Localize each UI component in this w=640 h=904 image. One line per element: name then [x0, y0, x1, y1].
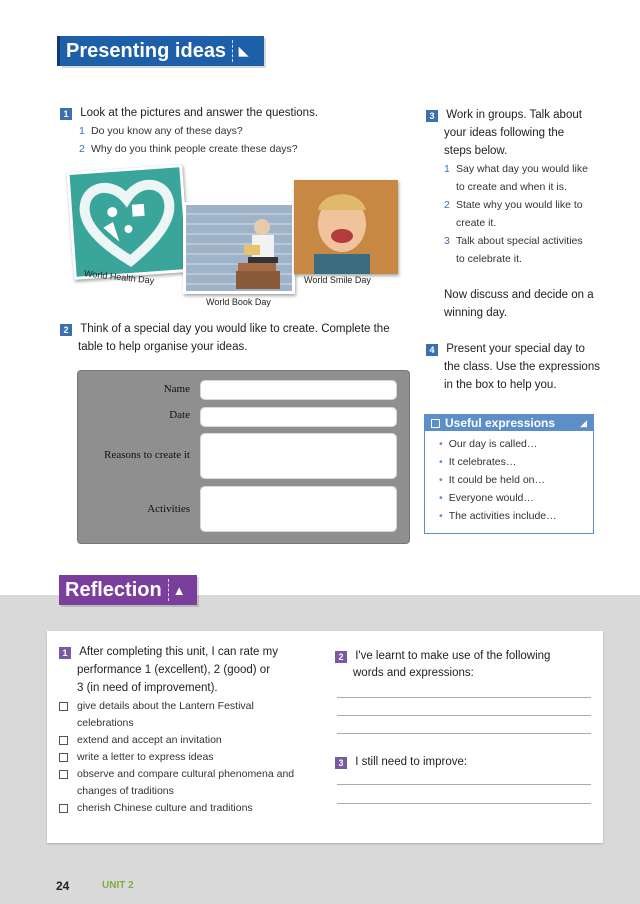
- useful-expressions-box: [424, 414, 594, 534]
- checkbox[interactable]: [59, 770, 68, 779]
- step-3: 3 Talk about special activities: [444, 235, 583, 247]
- activities-label: Activities: [147, 503, 190, 515]
- reflection-banner: [59, 575, 197, 605]
- answer-line[interactable]: [337, 733, 591, 734]
- number-badge: 4: [426, 344, 438, 356]
- number-badge: 1: [59, 647, 71, 659]
- world-smile-day-image: [294, 180, 398, 274]
- question-3-line-2: your ideas following the: [444, 127, 565, 139]
- checklist-item[interactable]: observe and compare cultural phenomena and changes of traditions: [59, 766, 319, 800]
- useful-expressions-header: [425, 415, 593, 431]
- question-4: 4 Present your special day to: [426, 340, 585, 358]
- list-item: • Our day is called…: [439, 435, 593, 453]
- question-4-line-2: the class. Use the expressions: [444, 361, 600, 373]
- list-item: • It could be held on…: [439, 471, 593, 489]
- number-badge: 2: [60, 324, 72, 336]
- reflection-question-1-line-2: performance 1 (excellent), 2 (good) or: [77, 664, 271, 676]
- date-label: Date: [169, 409, 190, 421]
- world-book-day-image: [183, 202, 295, 294]
- number-badge: 2: [335, 651, 347, 663]
- caption-world-health-day: World Health Day: [83, 268, 155, 286]
- step-3-line-2: to celebrate it.: [456, 253, 522, 265]
- question-4-line-3: in the box to help you.: [444, 379, 557, 391]
- section-title: Presenting ideas: [66, 39, 227, 62]
- checklist-item[interactable]: extend and accept an invitation: [59, 732, 319, 749]
- question-1-item-1: 1 Do you know any of these days?: [79, 125, 243, 137]
- list-item: • It celebrates…: [439, 453, 593, 471]
- page-number: 24: [56, 879, 70, 893]
- square-icon: [431, 419, 440, 428]
- question-1-item-2: 2 Why do you think people create these days?: [79, 143, 298, 155]
- answer-line[interactable]: [337, 784, 591, 785]
- name-field[interactable]: [200, 380, 397, 400]
- answer-line[interactable]: [337, 803, 591, 804]
- caption-world-smile-day: World Smile Day: [304, 275, 371, 285]
- question-1: [60, 104, 318, 122]
- list-item: • The activities include…: [439, 507, 593, 525]
- reflection-question-1-line-3: 3 (in need of improvement).: [77, 682, 218, 694]
- date-field[interactable]: [200, 407, 397, 427]
- discuss-line-2: winning day.: [444, 307, 508, 319]
- presenting-ideas-banner: [60, 36, 264, 66]
- answer-line[interactable]: [337, 697, 591, 698]
- reflection-card: [47, 631, 603, 843]
- useful-expressions-title: Useful expressions: [445, 416, 556, 430]
- question-2: 2 Think of a special day you would like to create. Complete the: [60, 320, 390, 338]
- corner-triangle-icon: ◢: [580, 417, 587, 428]
- question-text: Look at the pictures and answer the questions.: [80, 107, 319, 119]
- number-badge: 3: [426, 110, 438, 122]
- expressions-list: [425, 431, 593, 525]
- reasons-label: Reasons to create it: [104, 449, 190, 461]
- unit-label: UNIT 2: [102, 880, 134, 891]
- number-badge: 3: [335, 757, 347, 769]
- activities-field[interactable]: [200, 486, 397, 532]
- reflection-question-3: 3 I still need to improve:: [335, 753, 467, 771]
- step-1: 1 Say what day you would like: [444, 163, 588, 175]
- checklist-item[interactable]: write a letter to express ideas: [59, 749, 319, 766]
- reflection-question-2: 2 I've learnt to make use of the following: [335, 647, 550, 665]
- checklist-item[interactable]: give details about the Lantern Festival celebrations: [59, 698, 319, 732]
- checkbox[interactable]: [59, 804, 68, 813]
- reflection-question-1: 1 After completing this unit, I can rate my: [59, 643, 278, 661]
- reflection-question-2-line-2: words and expressions:: [353, 667, 474, 679]
- discuss-line-1: Now discuss and decide on a: [444, 289, 594, 301]
- step-1-line-2: to create and when it is.: [456, 181, 567, 193]
- name-label: Name: [163, 383, 190, 395]
- reasons-field[interactable]: [200, 433, 397, 479]
- triangle-icon: ▲: [168, 579, 190, 601]
- checkbox[interactable]: [59, 702, 68, 711]
- caption-world-book-day: World Book Day: [206, 297, 271, 307]
- checkbox[interactable]: [59, 753, 68, 762]
- section-title: Reflection: [65, 578, 162, 601]
- step-2-line-2: create it.: [456, 217, 497, 229]
- triangle-icon: ◣: [232, 40, 254, 62]
- checklist: [59, 698, 319, 817]
- answer-line[interactable]: [337, 715, 591, 716]
- number-badge: 1: [60, 108, 72, 120]
- world-health-day-image: [66, 164, 189, 280]
- question-3: 3 Work in groups. Talk about: [426, 106, 582, 124]
- list-item: • Everyone would…: [439, 489, 593, 507]
- question-2-line-2: table to help organise your ideas.: [78, 341, 248, 353]
- checklist-item[interactable]: cherish Chinese culture and traditions: [59, 800, 319, 817]
- step-2: 2 State why you would like to: [444, 199, 583, 211]
- checkbox[interactable]: [59, 736, 68, 745]
- ideas-table: [77, 370, 410, 544]
- question-3-line-3: steps below.: [444, 145, 508, 157]
